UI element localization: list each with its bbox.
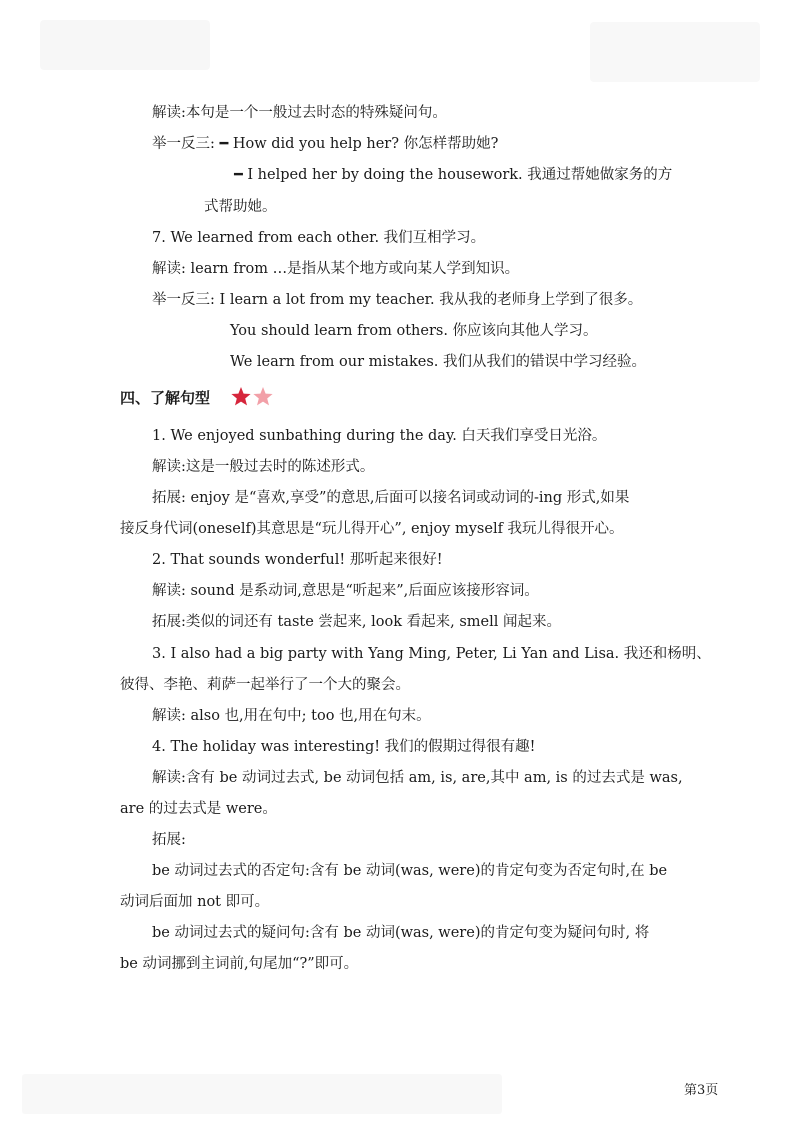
- sentence-line: 彼得、李艳、莉萨一起举行了一个大的聚会。: [120, 677, 410, 693]
- sentence-line: 2. That sounds wonderful! 那听起来很好!: [152, 552, 443, 568]
- explanation-line: 解读: also 也,用在句中; too 也,用在句末。: [152, 708, 431, 724]
- example-line: You should learn from others. 你应该向其他人学习。: [230, 323, 598, 339]
- explanation-line: 解读:本句是一个一般过去时态的特殊疑问句。: [152, 105, 447, 121]
- example-line: 举一反三: ━ How did you help her? 你怎样帮助她?: [152, 136, 499, 152]
- sentence-line: 4. The holiday was interesting! 我们的假期过得很有趣!: [152, 739, 536, 755]
- extension-line: be 动词挪到主词前,句尾加“?”即可。: [120, 956, 359, 972]
- extension-line: be 动词过去式的疑问句:含有 be 动词(was, were)的肯定句变为疑问句时, 将: [152, 925, 650, 941]
- page-number: 第3页: [684, 1083, 719, 1098]
- star-filled-icon: [231, 387, 250, 405]
- sentence-line: 7. We learned from each other. 我们互相学习。: [152, 230, 486, 246]
- watermark-logo: [40, 20, 210, 70]
- extension-line: 拓展: enjoy 是“喜欢,享受”的意思,后面可以接名词或动词的-ing 形式,如果: [152, 490, 630, 506]
- sentence-line: 3. I also had a big party with Yang Ming, Peter, Li Yan and Lisa. 我还和杨明、: [152, 646, 711, 662]
- extension-line: be 动词过去式的否定句:含有 be 动词(was, were)的肯定句变为否定句时,在 be: [152, 863, 668, 879]
- extension-line: 拓展:类似的词还有 taste 尝起来, look 看起来, smell 闻起来。: [152, 614, 562, 630]
- watermark-header: [590, 22, 760, 82]
- example-line: 举一反三: I learn a lot from my teacher. 我从我的老师身上学到了很多。: [152, 292, 643, 308]
- watermark-footer: [22, 1074, 502, 1114]
- difficulty-stars: [230, 386, 276, 408]
- explanation-line: 解读: sound 是系动词,意思是“听起来”,后面应该接形容词。: [152, 583, 539, 599]
- example-line: We learn from our mistakes. 我们从我们的错误中学习经验。: [230, 354, 646, 370]
- explanation-line: 解读:这是一般过去时的陈述形式。: [152, 459, 375, 475]
- extension-line: 拓展:: [152, 832, 186, 848]
- explanation-line: 解读:含有 be 动词过去式, be 动词包括 am, is, are,其中 am, is 的过去式是 was,: [152, 770, 683, 786]
- extension-line: 动词后面加 not 即可。: [120, 894, 270, 910]
- section-heading: 四、了解句型: [120, 389, 211, 407]
- explanation-line: 解读: learn from …是指从某个地方或向某人学到知识。: [152, 261, 520, 277]
- star-half-icon: [253, 387, 272, 405]
- sentence-line: 1. We enjoyed sunbathing during the day. 白天我们享受日光浴。: [152, 428, 607, 444]
- extension-line: 接反身代词(oneself)其意思是“玩儿得开心”, enjoy myself 我玩儿得很开心。: [120, 521, 624, 537]
- explanation-line: are 的过去式是 were。: [120, 801, 277, 817]
- example-line: 式帮助她。: [204, 199, 277, 215]
- example-line: ━ I helped her by doing the housework. 我通过帮她做家务的方: [234, 167, 673, 183]
